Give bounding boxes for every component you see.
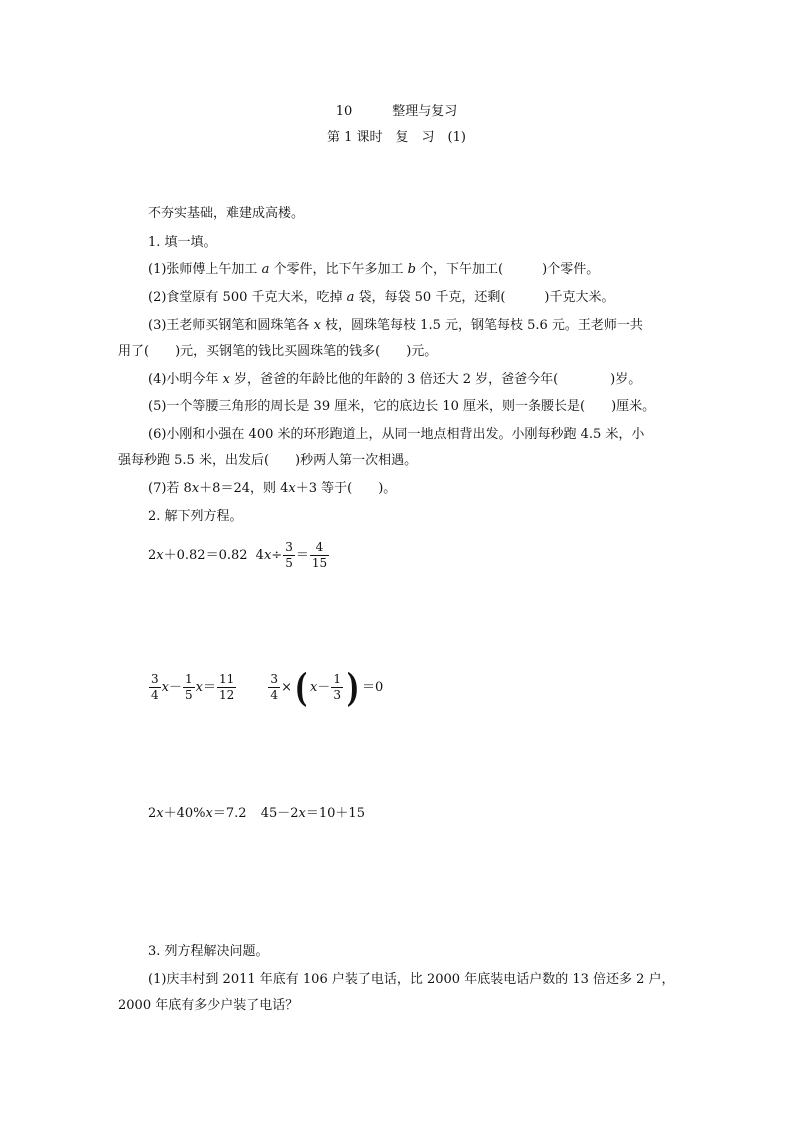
fraction xyxy=(217,672,236,703)
text: ＋8＝24，则 4 xyxy=(199,481,289,496)
text: 2 xyxy=(148,548,157,563)
numerator: 1 xyxy=(333,672,341,686)
text: 岁，爸爸的年龄比他的年龄的 3 倍还大 2 岁，爸爸今年( )岁。 xyxy=(229,372,642,387)
question-1-1 xyxy=(148,260,599,280)
fraction xyxy=(268,672,280,703)
text: ＋3 等于( )。 xyxy=(295,481,397,496)
fraction xyxy=(183,672,195,703)
variable: x xyxy=(309,680,318,695)
numerator: 3 xyxy=(151,672,159,686)
question-1-5: (5)一个等腰三角形的周长是 39 厘米，它的底边长 10 厘米，则一条腰长是( )厘米。 xyxy=(148,399,656,414)
right-parenthesis: ) xyxy=(346,664,360,710)
text: × xyxy=(281,680,292,695)
intro-text: 不夯实基础，难建成高楼。 xyxy=(148,206,305,221)
question-1-7 xyxy=(148,479,396,499)
section2-heading: 2. 解下列方程。 xyxy=(148,509,243,524)
numerator: 3 xyxy=(270,672,279,686)
question-1-2 xyxy=(148,288,614,308)
text: ＝7.2 xyxy=(212,806,247,821)
denominator: 5 xyxy=(285,556,293,570)
fraction xyxy=(310,540,329,571)
left-parenthesis: ( xyxy=(294,664,308,710)
fraction xyxy=(283,540,295,571)
text: (1)张师傅上午加工 xyxy=(148,262,262,277)
text: ＝ xyxy=(202,680,216,695)
equation-row-3 xyxy=(148,804,365,824)
equation-row-1 xyxy=(148,538,330,574)
text: 袋，每袋 50 千克，还剩( )千克大米。 xyxy=(354,290,615,305)
variable: a xyxy=(261,262,270,277)
variable: x xyxy=(288,481,296,496)
text: 45－2 xyxy=(260,806,299,821)
equation-row-2 xyxy=(148,664,384,710)
equation-6 xyxy=(261,806,365,821)
variable: x xyxy=(263,548,272,563)
fraction xyxy=(331,672,343,703)
variable: a xyxy=(346,290,355,305)
text: 4 xyxy=(255,548,264,563)
text: － xyxy=(317,680,331,695)
text: (4)小明今年 xyxy=(148,372,223,387)
text: 2 xyxy=(148,806,157,821)
variable: x xyxy=(156,806,164,821)
question-1-6-line1: (6)小刚和小强在 400 米的环形跑道上，从同一地点相背出发。小刚每秒跑 4.5 米，小 xyxy=(148,427,645,442)
denominator: 15 xyxy=(311,556,328,570)
variable: x xyxy=(298,806,306,821)
equation-5 xyxy=(148,806,247,821)
denominator: 12 xyxy=(219,688,235,702)
text: (3)王老师买钢笔和圆珠笔各 xyxy=(148,318,314,333)
text: (2)食堂原有 500 千克大米，吃掉 xyxy=(148,290,347,305)
numerator: 3 xyxy=(285,540,293,554)
variable: x xyxy=(191,481,200,496)
denominator: 4 xyxy=(270,688,279,702)
equation-3 xyxy=(148,672,237,702)
text: ÷ xyxy=(271,548,283,563)
text: ＝ xyxy=(295,548,309,563)
equation-1 xyxy=(148,548,248,563)
question-1-3-line2: 用了( )元，买钢笔的钱比买圆珠笔的钱多( )元。 xyxy=(118,344,438,359)
variable: x xyxy=(222,372,230,387)
text: － xyxy=(168,680,182,695)
lesson-title: 第 1 课时 复 习 (1) xyxy=(327,130,466,145)
numerator: 11 xyxy=(219,672,235,686)
chapter-title: 整理与复习 xyxy=(392,104,458,119)
equation-4 xyxy=(267,664,384,710)
text: ＝10＋15 xyxy=(305,806,365,821)
denominator: 5 xyxy=(185,688,193,702)
question-3-1-line2: 2000 年底有多少户装了电话？ xyxy=(118,998,299,1013)
numerator: 4 xyxy=(310,540,329,556)
text: ＋0.82＝0.82 xyxy=(163,548,248,563)
text: ＝0 xyxy=(361,680,384,695)
variable: x xyxy=(313,318,321,333)
text: ＋40% xyxy=(163,806,206,821)
text: (7)若 8 xyxy=(148,481,192,496)
chapter-number: 10 xyxy=(335,104,353,119)
variable: x xyxy=(161,680,169,695)
question-3-1-line1: (1)庆丰村到 2011 年底有 106 户装了电话，比 2000 年底装电话户数的 13 倍还多 2 户， xyxy=(148,972,675,987)
denominator: 4 xyxy=(151,688,159,702)
numerator: 1 xyxy=(185,672,193,686)
variable: x xyxy=(195,680,203,695)
text: 个，下午加工( )个零件。 xyxy=(415,262,600,277)
variable: x xyxy=(205,806,213,821)
question-1-4 xyxy=(148,370,641,390)
chapter-heading xyxy=(0,100,793,119)
denominator: 3 xyxy=(333,688,341,702)
question-1-3-line1 xyxy=(148,316,643,336)
text: 个零件，比下午多加工 xyxy=(269,262,408,277)
fraction xyxy=(149,672,161,703)
section1-heading: 1. 填一填。 xyxy=(148,235,217,250)
question-1-6-line2: 强每秒跑 5.5 米，出发后( )秒两人第一次相遇。 xyxy=(118,453,418,468)
variable: x xyxy=(156,548,164,563)
variable: b xyxy=(407,262,416,277)
text: 枝，圆珠笔每枝 1.5 元，钢笔每枝 5.6 元。王老师一共 xyxy=(320,318,643,333)
equation-2 xyxy=(255,540,330,570)
section3-heading: 3. 列方程解决问题。 xyxy=(148,944,269,959)
